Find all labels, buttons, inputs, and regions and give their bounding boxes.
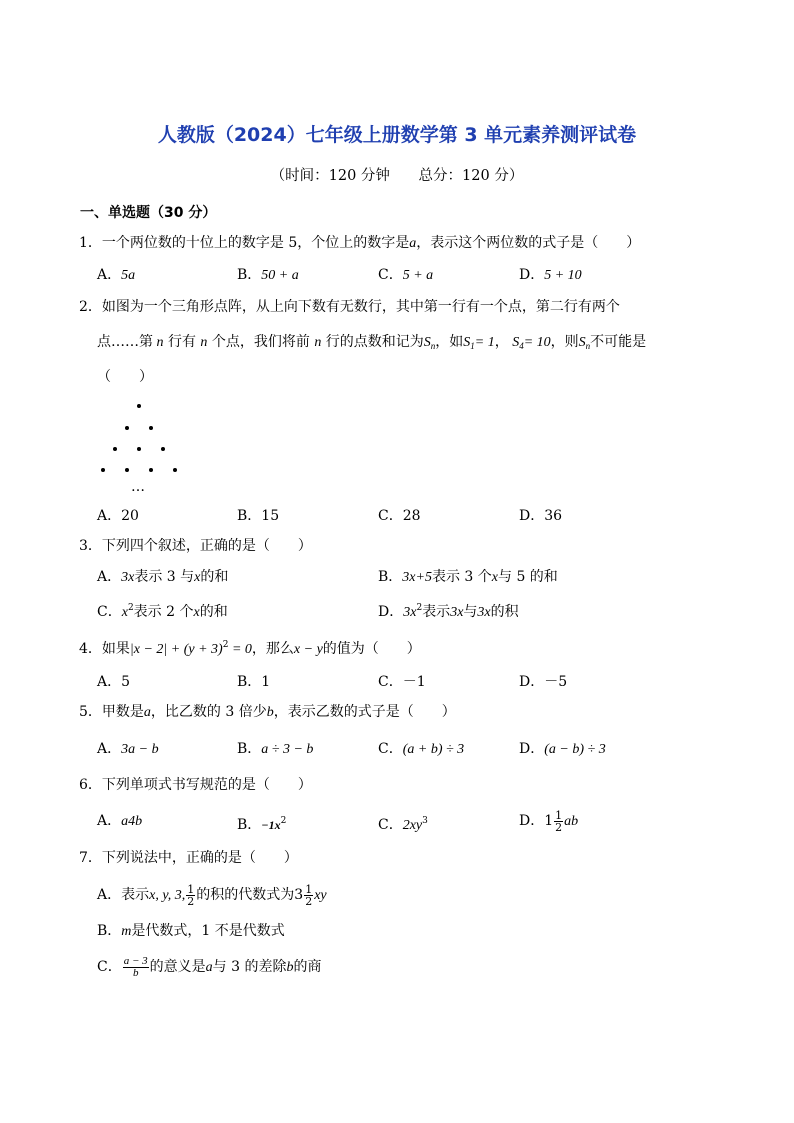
- superscript: 3: [422, 816, 428, 826]
- var-s: S: [463, 335, 471, 350]
- question-1-text: 1．一个两位数的十位上的数字是 5，个位上的数字是: [79, 235, 410, 251]
- text: 5．甲数是: [79, 704, 144, 720]
- option-label: C．: [378, 741, 403, 757]
- text: ，则: [550, 334, 579, 350]
- value: = 10: [523, 335, 551, 350]
- expr: x − y: [293, 642, 323, 657]
- question-4-option-d[interactable]: D．－5: [519, 674, 568, 690]
- var-a: a: [143, 705, 151, 720]
- superscript: 2: [416, 603, 423, 613]
- question-5-option-b[interactable]: [237, 740, 313, 759]
- question-1-option-c[interactable]: [378, 266, 433, 285]
- text: 不可能是: [590, 334, 647, 350]
- question-4-option-b[interactable]: B．1: [237, 674, 271, 690]
- fraction: [554, 810, 563, 833]
- question-7-option-c[interactable]: [97, 951, 321, 984]
- denominator: 2: [187, 894, 195, 908]
- text: 的商: [293, 959, 322, 975]
- question-4-option-c[interactable]: C．－1: [378, 674, 426, 690]
- option-label: B．: [237, 817, 262, 833]
- option-label: B．: [378, 569, 403, 585]
- question-1-option-d[interactable]: [519, 266, 582, 285]
- question-4-stem: [79, 636, 421, 659]
- question-2-option-c[interactable]: C．28: [378, 508, 421, 524]
- question-1-option-a[interactable]: [97, 266, 135, 285]
- option-label: D．: [519, 267, 545, 283]
- text: 点……第: [97, 334, 153, 350]
- dot: [161, 447, 165, 451]
- denominator: 2: [305, 894, 313, 908]
- option-label: B．: [237, 267, 262, 283]
- question-3-option-a[interactable]: [97, 568, 228, 587]
- dot: [137, 404, 141, 408]
- fraction: [186, 884, 195, 907]
- question-3-option-d[interactable]: [378, 599, 519, 622]
- subscript: n: [430, 341, 436, 351]
- var-n: n: [314, 335, 322, 350]
- question-6-option-d[interactable]: [519, 806, 578, 837]
- text: ，如: [435, 334, 464, 350]
- question-5-option-d[interactable]: [519, 740, 606, 759]
- dot: [137, 447, 141, 451]
- question-3-option-b[interactable]: [378, 568, 558, 587]
- question-2-option-d[interactable]: D．36: [519, 508, 563, 524]
- dot: [149, 468, 153, 472]
- subscript: 1: [470, 341, 475, 351]
- document-title: 人教版（2024）七年级上册数学第 3 单元素养测评试卷: [157, 124, 637, 146]
- question-6-option-c[interactable]: [378, 812, 428, 835]
- text: 个点，我们将前: [211, 334, 310, 350]
- subscript: n: [585, 341, 591, 351]
- question-5-option-a[interactable]: [97, 740, 159, 759]
- denominator: 2: [555, 820, 563, 834]
- superscript: 2: [280, 816, 287, 826]
- var: x: [193, 605, 200, 620]
- option-label: A．: [97, 569, 122, 585]
- option-label: B．: [237, 741, 262, 757]
- text: 的和: [200, 569, 229, 585]
- var-s: S: [423, 335, 431, 350]
- text: 表示 3 个: [431, 569, 492, 585]
- option-value: a ÷ 3 − b: [261, 742, 314, 757]
- question-3-stem: 3．下列四个叙述，正确的是（ ）: [79, 538, 312, 554]
- text: 与 3 的差除: [212, 959, 287, 975]
- superscript: 2: [222, 640, 229, 650]
- numerator: 1: [187, 882, 195, 896]
- question-7-option-a[interactable]: [97, 880, 327, 911]
- subscript: 4: [519, 341, 524, 351]
- var: x: [491, 570, 498, 585]
- expr: = 0: [228, 642, 252, 657]
- section-heading-single-choice: 一、单选题（30 分）: [80, 205, 217, 221]
- expr: 3x: [450, 605, 464, 620]
- option-value: ab: [564, 814, 579, 829]
- text: ，那么: [251, 641, 294, 657]
- option-label: C．: [378, 267, 403, 283]
- var-n: n: [200, 335, 208, 350]
- numerator: a − 3: [123, 954, 148, 967]
- question-2-stem-line-2: 点……第 n 行有 n 个点，我们将前 n 行的点数和记为$S_n$，如$S_1= 1$， $S_4= 10$，则$S_n$不可能是: [97, 334, 647, 351]
- var-b: b: [286, 960, 294, 975]
- text: ，表示乙数的式子是（ ）: [273, 704, 456, 720]
- option-label: C．: [97, 959, 122, 975]
- option-value: 2xy: [402, 818, 423, 833]
- text: 表示 2 个: [133, 604, 194, 620]
- superscript: 2: [127, 603, 134, 613]
- fraction: [304, 884, 313, 907]
- text: 与 5 的和: [498, 569, 558, 585]
- text: 的值为（ ）: [322, 641, 421, 657]
- option-value: 5 + 10: [544, 268, 582, 283]
- text: 的积的代数式为: [196, 887, 295, 903]
- dot: [149, 426, 153, 430]
- option-label: D．: [519, 813, 545, 829]
- text: 4．如果: [79, 641, 130, 657]
- text: 的意义是: [149, 959, 206, 975]
- question-5-option-c[interactable]: [378, 740, 464, 759]
- denominator: b: [132, 966, 139, 979]
- dot: [125, 426, 129, 430]
- option-label: B．: [97, 923, 122, 939]
- option-value: a4b: [121, 814, 143, 829]
- exam-time: （时间：120 分钟: [270, 168, 390, 184]
- option-label: A．表示: [97, 887, 150, 903]
- exam-total-score: 总分：120 分）: [418, 168, 524, 184]
- option-label: A．: [97, 813, 122, 829]
- expr: x, y, 3,: [149, 888, 186, 903]
- var-b: b: [266, 705, 274, 720]
- option-label: A．: [97, 267, 122, 283]
- numerator: 1: [305, 882, 313, 896]
- option-value: (a − b) ÷ 3: [544, 742, 606, 757]
- option-label: D．: [378, 604, 404, 620]
- question-6-option-a[interactable]: [97, 812, 142, 831]
- question-1-option-b[interactable]: [237, 266, 299, 285]
- dot: [101, 468, 105, 472]
- fraction: [123, 956, 149, 979]
- option-value: 5 + a: [402, 268, 434, 283]
- mixed-number-int: 3: [294, 887, 304, 903]
- option-label: C．: [97, 604, 122, 620]
- numerator: 1: [555, 808, 563, 822]
- question-5-stem: [79, 703, 456, 722]
- question-7-stem: 7．下列说法中，正确的是（ ）: [79, 850, 298, 866]
- text: 的积: [490, 604, 519, 620]
- option-label: C．: [378, 817, 403, 833]
- option-value: −1x: [261, 818, 281, 832]
- text: 表示 3 与: [134, 569, 195, 585]
- exam-info: [0, 166, 794, 186]
- var-m: m: [121, 924, 132, 939]
- text: 与: [463, 604, 478, 620]
- option-value: (a + b) ÷ 3: [402, 742, 465, 757]
- expr: 3x: [121, 570, 135, 585]
- expr: 3x: [477, 605, 491, 620]
- question-1-var-a: a: [409, 236, 417, 251]
- var-s: S: [512, 335, 520, 350]
- option-value: 5a: [121, 268, 136, 283]
- expr: 3x: [403, 605, 417, 620]
- question-3-option-c[interactable]: [97, 599, 228, 622]
- figure-ellipsis: …: [131, 479, 144, 495]
- text: 行的点数和记为: [325, 334, 424, 350]
- question-6-stem: 6．下列单项式书写规范的是（ ）: [79, 777, 312, 793]
- question-2-option-a[interactable]: A．20: [97, 508, 139, 524]
- value: = 1: [474, 335, 495, 350]
- text: 的和: [199, 604, 228, 620]
- question-2-answer-paren: （ ）: [97, 369, 153, 385]
- option-value: 3a − b: [121, 742, 159, 757]
- question-1-text-end: ，表示这个两位数的式子是（ ）: [416, 235, 641, 251]
- dot: [173, 468, 177, 472]
- question-2-stem-line-1: 2．如图为一个三角形点阵，从上向下数有无数行，其中第一行有一个点，第二行有两个: [79, 299, 620, 315]
- text: 行有: [167, 334, 196, 350]
- question-1-stem: [79, 234, 640, 253]
- var-n: n: [156, 335, 164, 350]
- question-7-option-b[interactable]: [97, 922, 285, 941]
- question-4-option-a[interactable]: A．5: [97, 674, 131, 690]
- question-6-option-b[interactable]: [237, 812, 286, 834]
- dot: [125, 468, 129, 472]
- dot: [113, 447, 117, 451]
- var-a: a: [205, 960, 213, 975]
- expr: x: [121, 605, 128, 620]
- var: x: [194, 570, 201, 585]
- var-s: S: [578, 335, 586, 350]
- option-label: D．: [519, 741, 545, 757]
- text: ，比乙数的 3 倍少: [150, 704, 267, 720]
- question-2-option-b[interactable]: B．15: [237, 508, 280, 524]
- expr: |x − 2| + (y + 3): [129, 642, 223, 657]
- expr: 3x+5: [402, 570, 432, 585]
- text: 表示: [422, 604, 451, 620]
- option-label: A．: [97, 741, 122, 757]
- text: 是代数式，1 不是代数式: [131, 923, 285, 939]
- expr: xy: [314, 888, 327, 903]
- mixed-number-int: 1: [544, 813, 554, 829]
- option-value: 50 + a: [261, 268, 299, 283]
